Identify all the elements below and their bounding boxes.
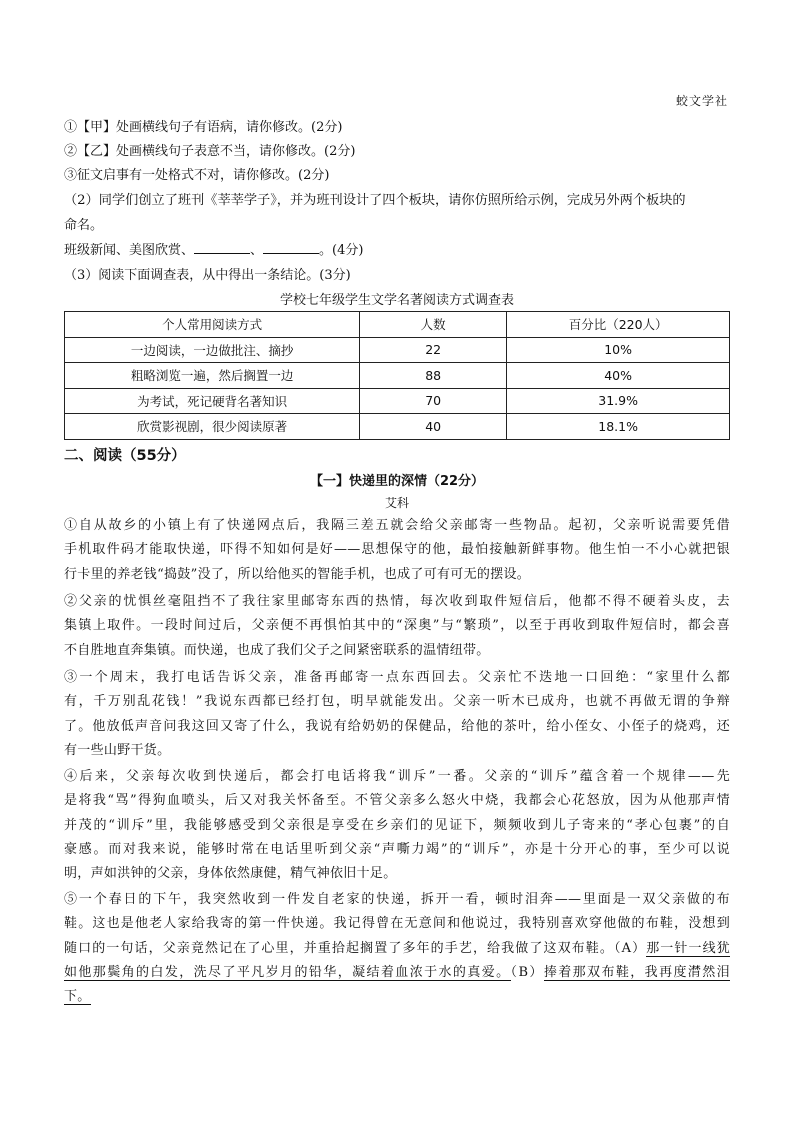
- brand-watermark: 蛟文学社: [675, 94, 728, 108]
- underlined-sentence-b: 捧着那双布鞋，我再度潸然泪: [543, 964, 730, 980]
- table-cell-percent: 18.1%: [507, 414, 730, 440]
- table-header-count: 人数: [360, 312, 507, 338]
- paragraph-line: [64, 961, 730, 985]
- answer-separator: 、: [250, 243, 264, 258]
- question-2: ②【乙】处画横线句子表意不当，请你修改。(2分): [64, 144, 356, 159]
- table-cell-method: 欣赏影视剧，很少阅读原著: [65, 414, 360, 440]
- article-title: 【一】快递里的深情（22分）: [309, 474, 485, 489]
- table-cell-count: 88: [360, 363, 507, 389]
- table-header-method: 个人常用阅读方式: [65, 312, 360, 338]
- table-row: [65, 337, 730, 363]
- underlined-sentence-a: 如他那鬓角的白发，洗尽了平凡岁月的铅华，凝结着血浓于水的真爱。: [64, 964, 511, 980]
- table-cell-method: 为考试，死记硬背名著知识: [65, 388, 360, 414]
- answer-prefix: 班级新闻、美图欣赏、: [64, 243, 195, 258]
- paragraph-line: [64, 985, 730, 1009]
- paragraph-line: [64, 937, 730, 961]
- paragraph-text: 随口的一句话，父亲竟然记在了心里，并重拾起搁置了多年的手艺，给我做了这双布鞋。: [64, 940, 614, 956]
- table-cell-count: 70: [360, 388, 507, 414]
- underlined-sentence-b: 下。: [64, 989, 91, 1005]
- answer-suffix: 。(4分): [319, 243, 364, 258]
- article-paragraph-1: [64, 514, 730, 587]
- mark-a: （A）: [613, 940, 647, 956]
- article-paragraph-5: [64, 888, 730, 1009]
- section-title: 二、阅读（55分）: [64, 448, 186, 464]
- paragraph-line: 有一些山野干货。: [64, 742, 171, 758]
- table-cell-percent: 31.9%: [507, 388, 730, 414]
- survey-table: [64, 311, 730, 440]
- table-title: 学校七年级学生文学名著阅读方式调查表: [279, 293, 514, 308]
- answer-blank-1[interactable]: [194, 241, 250, 254]
- table-cell-method: 一边阅读，一边做批注、摘抄: [65, 337, 360, 363]
- paragraph-line: ③一个周末，我打电话告诉父亲，准备再邮寄一点东西回去。父亲忙不迭地一口回绝：“家里什么都: [64, 670, 730, 685]
- paragraph-line: 集镇上取件。一段时间过后，父亲便不再惧怕其中的“深奥”与“繁琐”，以至于再收到取件短信时，都会喜: [64, 618, 730, 634]
- paragraph-line: 并茂的“训斥”里，我能够感受到父亲很是享受在乡亲们的见证下，频频收到儿子寄来的“孝心包裹”的自: [64, 817, 730, 833]
- question-3: ③征文启事有一处格式不对，请你修改。(2分): [64, 168, 330, 183]
- table-header-row: [65, 312, 730, 338]
- answer-blank-2[interactable]: [263, 241, 319, 254]
- paragraph-line: ④后来，父亲每次收到快递后，都会打电话将我“训斥”一番。父亲的“训斥”蕴含着一个规律——先: [64, 769, 730, 784]
- table-cell-percent: 40%: [507, 363, 730, 389]
- paragraph-line: ②父亲的忧惧丝毫阻挡不了我往家里邮寄东西的热情，每次收到取件短信后，他都不得不硬着头皮，去: [64, 594, 730, 609]
- table-cell-method: 粗略浏览一遍，然后搁置一边: [65, 363, 360, 389]
- table-row: [65, 363, 730, 389]
- article-author: 艾科: [384, 496, 409, 510]
- underlined-sentence-a: 那一针一线犹: [646, 940, 730, 956]
- table-cell-percent: 10%: [507, 337, 730, 363]
- paragraph-line: 不自胜地直奔集镇。而快递，也成了我们父子之间紧密联系的温情纽带。: [64, 642, 490, 658]
- question-5: （3）阅读下面调查表，从中得出一条结论。(3分): [64, 268, 351, 283]
- article-paragraph-3: [64, 666, 730, 763]
- paragraph-line: 手机取件码才能取快递，吓得不知如何是好——思想保守的他，最怕接触新鲜事物。他生怕一不小心就把银: [64, 542, 730, 558]
- paragraph-line: ⑤一个春日的下午，我突然收到一件发自老家的快递，拆开一看，顿时泪奔——里面是一双父亲做的布: [64, 892, 730, 907]
- question-4-line2: 命名。: [64, 218, 104, 233]
- table-row: [65, 388, 730, 414]
- question-4-answer-line: [64, 239, 363, 258]
- question-1: ①【甲】处画横线句子有语病，请你修改。(2分): [64, 120, 343, 135]
- paragraph-line: 是将我“骂”得狗血喷头，后又对我关怀备至。不管父亲多么怒火中烧，我都会心花怒放，因为从他那声情: [64, 793, 730, 809]
- paragraph-line: 了。他放低声音问我这回又寄了什么，我说有给奶奶的保健品，给他的茶叶，给小侄女、小侄子的烧鸡，还: [64, 718, 730, 734]
- paragraph-line: 行卡里的养老钱“捣鼓”没了，所以给他买的智能手机，也成了可有可无的摆设。: [64, 566, 531, 582]
- paragraph-line: 有，千万别乱花钱！”我说东西都已经打包，明早就能发出。父亲一听木已成舟，也就不再做无谓的争辩: [64, 694, 730, 710]
- paragraph-line: 明，声如洪钟的父亲，身体依然康健，精气神依旧十足。: [64, 866, 397, 882]
- mark-b: （B）: [510, 964, 544, 980]
- table-row: [65, 414, 730, 440]
- paragraph-line: 豪感。而对我来说，能够时常在电话里听到父亲“声嘶力竭”的“训斥”，亦是十分开心的事，至少可以说: [64, 841, 730, 857]
- paragraph-line: 鞋。这也是他老人家给我寄的第一件快递。我记得曾在无意间和他说过，我特别喜欢穿他做的布鞋，没想到: [64, 916, 730, 932]
- question-4-line1: （2）同学们创立了班刊《莘莘学子》，并为班刊设计了四个板块，请你仿照所给示例，完成另外两个板块的: [64, 193, 686, 208]
- table-cell-count: 22: [360, 337, 507, 363]
- article-paragraph-2: [64, 590, 730, 663]
- article-paragraph-4: [64, 765, 730, 886]
- table-header-percent: 百分比（220人）: [507, 312, 730, 338]
- table-cell-count: 40: [360, 414, 507, 440]
- paragraph-line: ①自从故乡的小镇上有了快递网点后，我隔三差五就会给父亲邮寄一些物品。起初，父亲听说需要凭借: [64, 518, 730, 533]
